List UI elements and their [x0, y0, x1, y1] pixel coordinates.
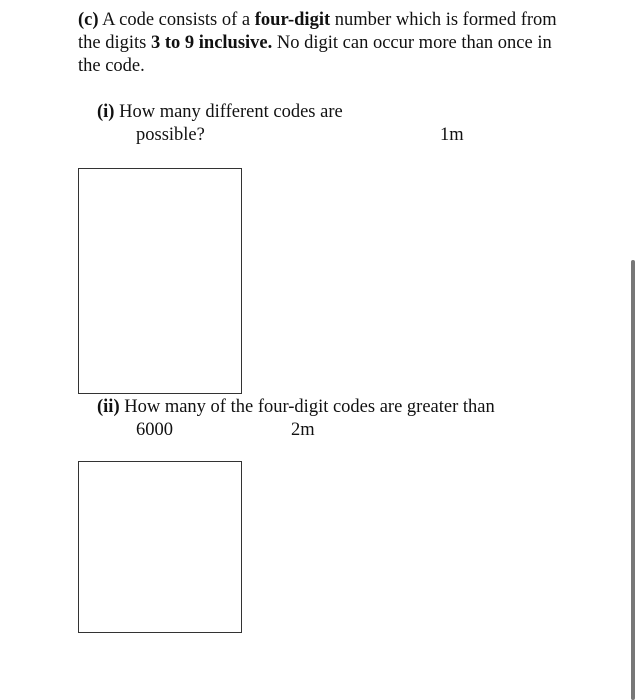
question-i-line-2: possible? [136, 125, 205, 145]
question-ii-line-1: How many of the four-digit codes are greater than [119, 397, 495, 417]
question-ii-label: (ii) [97, 397, 120, 417]
intro-text-3: No digit can occur more than once in the code. [78, 33, 552, 76]
question-ii [97, 396, 557, 442]
answer-box-i[interactable] [78, 168, 242, 394]
question-i-marks: 1m [440, 125, 464, 145]
question-ii-marks: 2m [291, 420, 315, 440]
scrollbar[interactable] [631, 260, 635, 700]
question-i [97, 101, 397, 147]
answer-box-ii[interactable] [78, 461, 242, 633]
intro-bold-digit-range: 3 to 9 inclusive. [150, 33, 273, 53]
question-ii-line-2: 6000 [136, 420, 173, 440]
part-c-intro [78, 9, 578, 78]
intro-text-2: number which is formed from the digits [78, 10, 557, 53]
part-c-label: (c) [78, 10, 99, 30]
intro-bold-four-digit: four-digit [254, 10, 331, 30]
question-i-line-1: How many different codes are [114, 102, 343, 122]
question-i-label: (i) [97, 102, 115, 122]
intro-text-1: A code consists of a [98, 10, 255, 30]
